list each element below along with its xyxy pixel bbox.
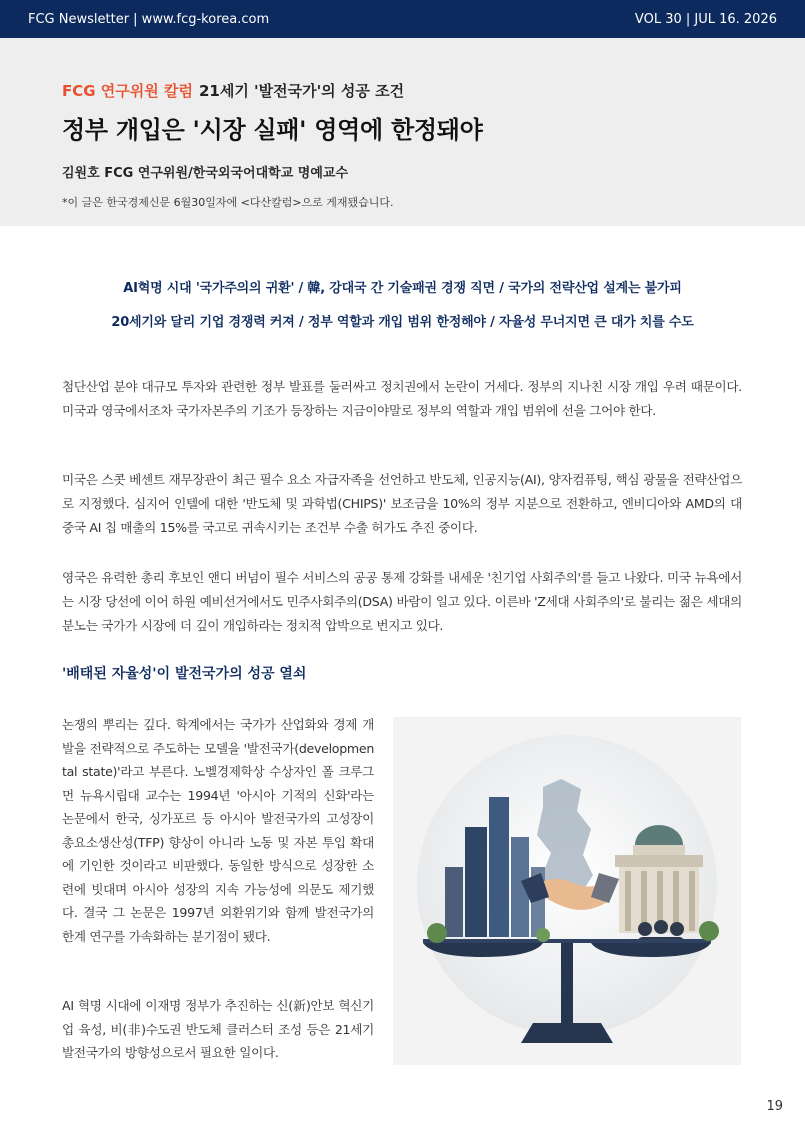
newsletter-site: FCG Newsletter | www.fcg-korea.com — [28, 12, 270, 27]
article-illustration — [393, 717, 741, 1065]
summary-line-1: AI혁명 시대 '국가주의의 귀환' / 韓, 강대국 간 기술패권 경쟁 직면 / 국가의 전략산업 설계는 불가피 — [123, 281, 682, 296]
summary-line-2: 20세기와 달리 기업 경쟁력 커져 / 정부 역할과 개입 범위 한정해야 / 자율성 무너지면 큰 대가 치를 수도 — [111, 315, 694, 330]
article-header — [0, 38, 805, 226]
page-number: 19 — [766, 1099, 783, 1114]
body-paragraph-5: AI 혁명 시대에 이재명 정부가 추진하는 신(新)안보 혁신기업 육성, 비(非)수도권 반도체 클러스터 조성 등은 21세기 발전국가의 방향성으로서 필요한 일이다. — [62, 998, 374, 1060]
newsletter-topbar — [0, 0, 805, 38]
article-kicker — [62, 80, 404, 101]
balance-scale-illustration — [393, 717, 741, 1065]
body-paragraph-4: 논쟁의 뿌리는 깊다. 학계에서는 국가가 산업화와 경제 개발을 전략적으로 주도하는 모델을 '발전국가(developmen tal state)'라고 부른다. 노벨경제학상 수상자인 폴 크루그먼 뉴욕시립대 교수는 1994년 '아시아 기적의 신화'라는 논문에서 한국, 싱가포르 등 아시아 발전국가의 고성장이 총요소생산성(TFP) 향상이 아니라 노동 및 자본 투입 확대에 기인한 것이라고 비판했다. 동일한 방식으로 성장한 소련에 빗대며 아시아 성장의 지속 가능성에 의문도 제기했다. 결국 그 논문은 1997년 외환위기와 함께 발전국가의 한계 연구를 가속화하는 분기점이 됐다. — [62, 717, 374, 944]
publication-note: *이 글은 한국경제신문 6월30일자에 <다산칼럼>으로 게재됐습니다. — [62, 196, 394, 209]
body-paragraph-2: 미국은 스콧 베센트 재무장관이 최근 필수 요소 자급자족을 선언하고 반도체, 인공지능(AI), 양자컴퓨팅, 핵심 광물을 전략산업으로 지정했다. 심지어 인텔에 대한 '반도체 및 과학법(CHIPS)' 보조금을 10%의 정부 지분으로 전환하고, 엔비디아와 AMD의 대중국 AI 칩 매출의 15%를 국고로 귀속시키는 조건부 수출 허가도 추진 중이다. — [62, 472, 742, 535]
section-heading: '배태된 자율성'이 발전국가의 성공 열쇠 — [62, 666, 307, 682]
body-paragraph-3: 영국은 유력한 총리 후보인 앤디 버넘이 필수 서비스의 공공 통제 강화를 내세운 '친기업 사회주의'를 들고 나왔다. 미국 뉴욕에서는 시장 당선에 이어 하원 예비선거에서도 민주사회주의(DSA) 바람이 일고 있다. 이른바 'Z세대 사회주의'로 불리는 젊은 세대의 분노는 국가가 시장에 더 깊이 개입하라는 정치적 압박으로 번지고 있다. — [62, 570, 742, 633]
body-paragraph-1: 첨단산업 분야 대규모 투자와 관련한 정부 발표를 둘러싸고 정치권에서 논란이 거세다. 정부의 지나친 시장 개입 우려 때문이다. 미국과 영국에서조차 국가자본주의 기조가 등장하는 지금이야말로 정부의 역할과 개입 범위에 선을 그어야 한다. — [62, 379, 742, 418]
issue-info: VOL 30 | JUL 16. 2026 — [634, 12, 777, 27]
article-headline: 정부 개입은 '시장 실패' 영역에 한정돼야 — [62, 116, 483, 144]
column-tag: FCG 연구위원 칼럼 — [62, 82, 193, 100]
article-author: 김원호 FCG 연구위원/한국외국어대학교 명예교수 — [62, 166, 349, 181]
kicker-title: 21세기 '발전국가'의 성공 조건 — [198, 82, 405, 100]
